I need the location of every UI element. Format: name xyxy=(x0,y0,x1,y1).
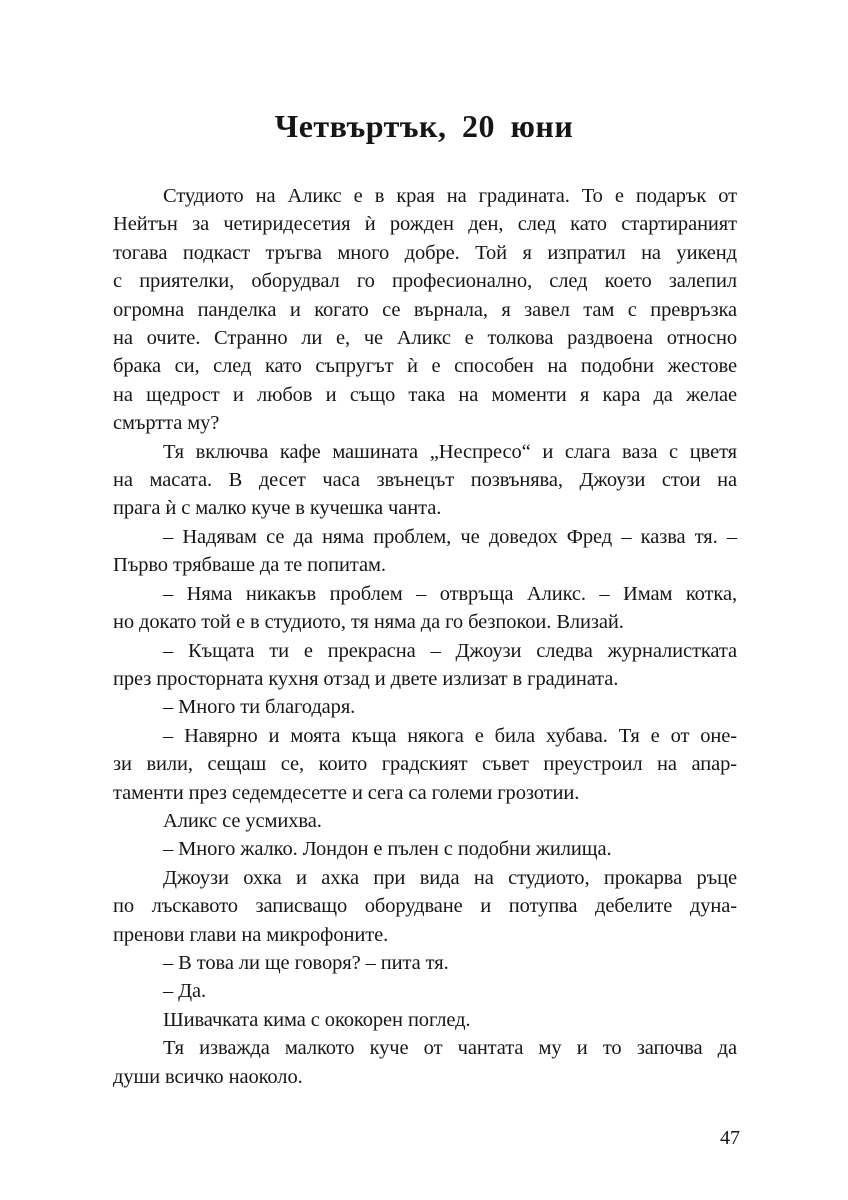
text-line: през просторната кухня отзад и двете излизат в градината. xyxy=(113,667,619,690)
text-line: Първо трябваше да те попитам. xyxy=(113,554,386,577)
text-line: Джоузи охка и ахка при вида на студиото, прокарва ръце xyxy=(163,866,737,889)
text-line: – Къщата ти е прекрасна – Джоузи следва журналистката xyxy=(163,639,737,662)
page-number: 47 xyxy=(720,1127,740,1149)
paragraph xyxy=(113,182,737,438)
text-line: смъртта му? xyxy=(113,412,220,435)
paragraph xyxy=(113,807,737,835)
text-line: – Много жалко. Лондон е пълен с подобни жилища. xyxy=(163,838,612,861)
paragraph xyxy=(113,693,737,721)
paragraph xyxy=(113,864,737,949)
paragraph xyxy=(113,722,737,807)
text-line: тогава подкаст тръгва много добре. Той я изпратил на уикенд xyxy=(113,241,737,264)
text-line: на щедрост и любов и също така на моменти я кара да желае xyxy=(113,383,737,406)
text-line: брака си, след като съпругът ѝ е способен на подобни жестове xyxy=(113,355,737,378)
text-line: Тя изважда малкото куче от чантата му и то започва да xyxy=(163,1037,737,1060)
text-line: на очите. Странно ли е, че Аликс е толкова раздвоена относно xyxy=(113,327,737,350)
paragraph xyxy=(113,580,737,637)
paragraph xyxy=(113,438,737,523)
text-line: – Много ти благодаря. xyxy=(163,696,356,719)
text-line: с приятелки, оборудвал го професионално, след което залепил xyxy=(113,270,737,293)
text-line: Шивачката кима с ококорен поглед. xyxy=(163,1008,471,1031)
paragraph xyxy=(113,835,737,863)
text-line: таменти през седемдесетте и сега са големи грозотии. xyxy=(113,781,580,804)
text-line: – Няма никакъв проблем – отвръща Аликс. – Имам котка, xyxy=(163,582,737,605)
text-line: души всичко наоколо. xyxy=(113,1065,303,1088)
text-line: по лъскавото записващо оборудване и потупва дебелите дуна- xyxy=(113,895,737,918)
paragraph xyxy=(113,637,737,694)
text-line: зи вили, сещаш се, които градският съвет преустроил на апар- xyxy=(113,753,737,776)
text-line: но докато той е в студиото, тя няма да го безпокои. Влизай. xyxy=(113,611,624,634)
paragraph xyxy=(113,977,737,1005)
paragraph xyxy=(113,1034,737,1091)
paragraph xyxy=(113,949,737,977)
text-line: прага ѝ с малко куче в кучешка чанта. xyxy=(113,497,442,520)
text-line: на масата. В десет часа звънецът позвънява, Джоузи стои на xyxy=(113,469,737,492)
text-line: – Надявам се да няма проблем, че доведох Фред – казва тя. – xyxy=(163,525,737,548)
paragraph xyxy=(113,1006,737,1034)
chapter-title: Четвъртък, 20 юни xyxy=(274,108,574,145)
page-body xyxy=(113,182,737,1091)
text-line: – В това ли ще говоря? – пита тя. xyxy=(163,951,449,974)
text-line: Студиото на Аликс е в края на градината. То е подарък от xyxy=(163,185,737,207)
text-line: Аликс се усмихва. xyxy=(163,809,322,832)
text-line: Нейтън за четиридесетия ѝ рожден ден, след като стартираният xyxy=(113,213,737,236)
paragraph xyxy=(113,523,737,580)
text-line: Тя включва кафе машината „Неспресо“ и слага ваза с цветя xyxy=(163,440,737,463)
text-line: огромна панделка и когато се върнала, я завел там с превръзка xyxy=(113,298,737,321)
text-line: – Да. xyxy=(163,980,207,1003)
text-line: пренови глави на микрофоните. xyxy=(113,923,389,946)
text-line: – Навярно и моята къща някога е била хубава. Тя е от оне- xyxy=(163,724,737,747)
